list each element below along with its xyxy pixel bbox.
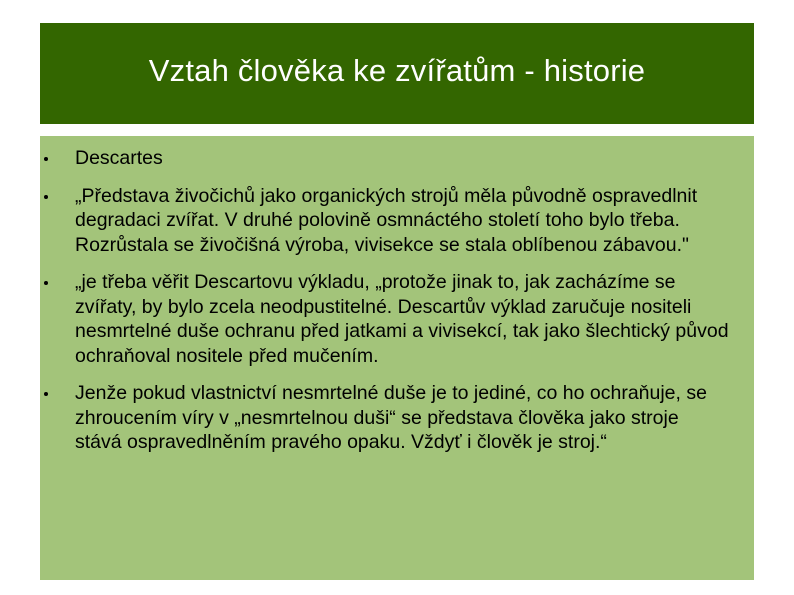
- bullet-point-icon: [44, 157, 48, 161]
- slide-content-area: [40, 136, 754, 580]
- bullet-item: [40, 184, 730, 258]
- bullet-text: „Představa živočichů jako organických strojů měla původně ospravedlnit degradaci zvířat. V druhé polovině osmnáctého století toho bylo třeba. Rozrůstala se živočišná výroba, vivisekce se stala oblíbenou zábavou.": [75, 184, 698, 256]
- bullet-point-icon: [44, 195, 48, 199]
- bullet-list: [40, 146, 730, 468]
- bullet-text: Descartes: [75, 147, 163, 169]
- bullet-item: [40, 381, 730, 455]
- slide-title-banner: [40, 23, 754, 124]
- bullet-text: „je třeba věřit Descartovu výkladu, „protože jinak to, jak zacházíme se zvířaty, by bylo zcela neodpustitelné. Descartův výklad zaručuje nositeli nesmrtelné duše ochranu před jatkami a vivisekcí, tak jako šlechtický původ ochraňoval nositele před mučením.: [75, 271, 729, 367]
- bullet-point-icon: [44, 281, 48, 285]
- bullet-point-icon: [44, 392, 48, 396]
- bullet-item: [40, 270, 730, 368]
- bullet-item: [40, 146, 730, 171]
- slide-title: Vztah člověka ke zvířatům - historie: [148, 53, 646, 88]
- bullet-text: Jenže pokud vlastnictví nesmrtelné duše je to jediné, co ho ochraňuje, se zhroucením víry v „nesmrtelnou duši“ se představa člověka jako stroje stává ospravedlněním pravého opaku. Vždyť i člověk je stroj.“: [75, 382, 707, 453]
